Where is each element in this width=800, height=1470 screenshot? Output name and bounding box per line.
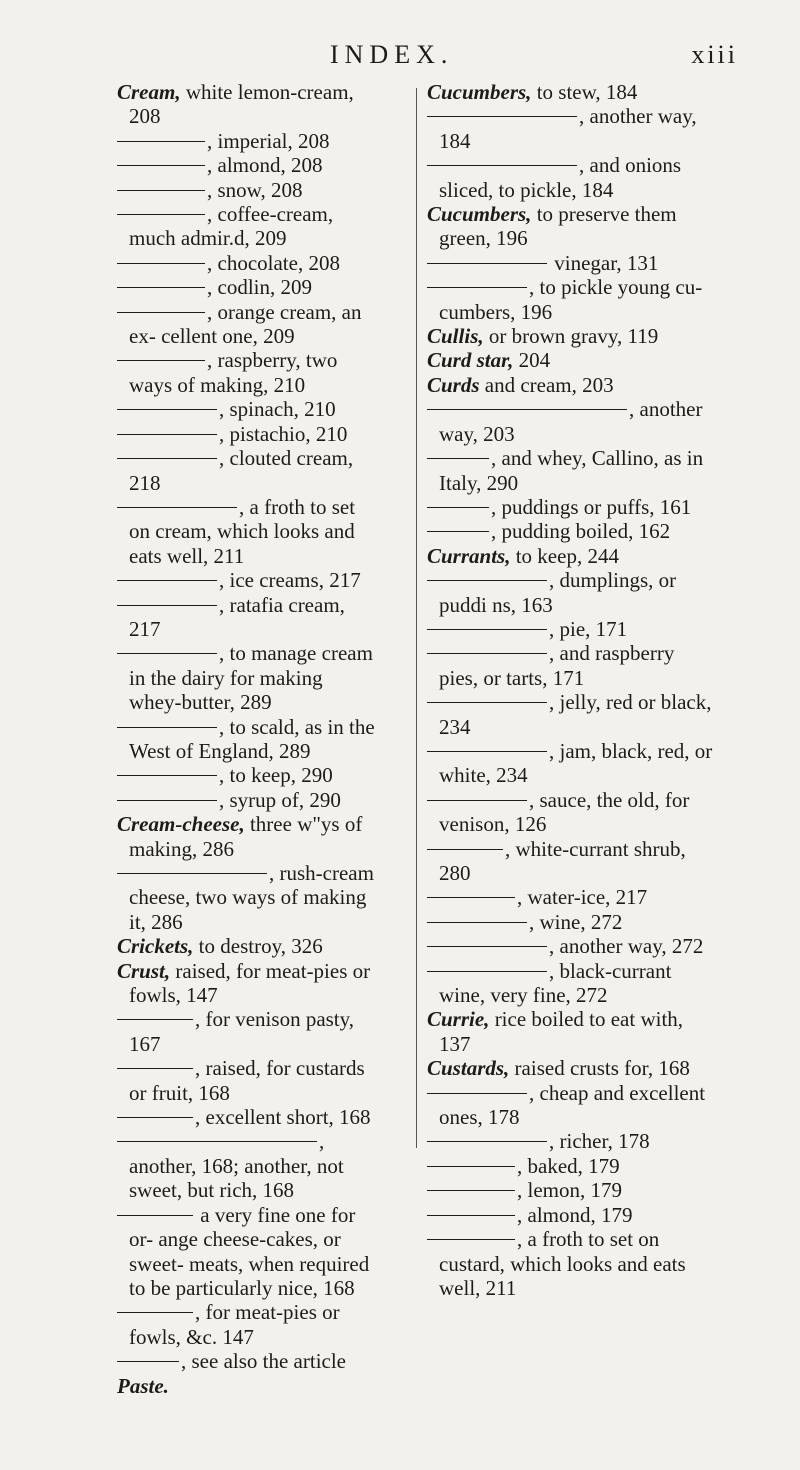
index-entry — [427, 959, 715, 1008]
ditto-dash — [427, 1190, 515, 1191]
ditto-dash — [117, 873, 267, 874]
ditto-dash — [117, 605, 217, 606]
entry-text: raised crusts for, 168 — [509, 1056, 690, 1081]
index-entry — [117, 959, 379, 1008]
entry-text: to keep, 244 — [510, 543, 619, 568]
ditto-dash — [427, 897, 515, 898]
index-entry — [117, 446, 379, 495]
entry-text: , excellent short, 168 — [195, 1105, 371, 1130]
entry-heading: Cucumbers, — [427, 80, 532, 104]
entry-text: , cheap and excellent ones, 178 — [439, 1080, 706, 1130]
entry-text: , another, 168; another, not sweet, but rich, 168 — [129, 1129, 344, 1203]
index-entry — [427, 324, 715, 348]
index-entry — [427, 568, 715, 617]
ditto-dash — [117, 165, 205, 166]
index-entry — [427, 1129, 715, 1153]
ditto-dash — [117, 653, 217, 654]
entry-text: , chocolate, 208 — [207, 250, 340, 275]
entry-text: , syrup of, 290 — [219, 787, 341, 812]
index-entry — [117, 763, 379, 787]
index-entry — [427, 446, 715, 495]
entry-heading: Cream-cheese, — [117, 812, 245, 837]
index-entry — [117, 153, 379, 177]
index-entry — [117, 1203, 379, 1301]
ditto-dash — [427, 922, 527, 923]
index-entry — [427, 275, 715, 324]
ditto-dash — [117, 1117, 193, 1118]
index-entry — [117, 348, 379, 397]
index-entry — [427, 1203, 715, 1227]
index-entry — [427, 690, 715, 739]
ditto-dash — [427, 629, 547, 630]
index-entry — [427, 1227, 715, 1300]
ditto-dash — [117, 1019, 193, 1020]
index-column-left — [117, 80, 379, 1398]
ditto-dash — [427, 531, 489, 532]
index-entry — [117, 300, 379, 349]
ditto-dash — [117, 1068, 193, 1069]
entry-text: , ice creams, 217 — [219, 568, 361, 593]
entry-text: , jam, black, red, or white, 234 — [439, 738, 713, 788]
ditto-dash — [427, 1093, 527, 1094]
entry-text: to stew, 184 — [531, 80, 638, 104]
entry-text: , baked, 179 — [517, 1153, 620, 1178]
index-entry — [117, 422, 379, 446]
entry-text: , another way, 203 — [439, 397, 703, 446]
entry-text: , to scald, as in the West of England, 289 — [129, 714, 375, 763]
entry-text: , black-currant wine, very fine, 272 — [439, 958, 672, 1008]
ditto-dash — [117, 507, 237, 508]
index-entry — [117, 788, 379, 812]
ditto-dash — [427, 263, 547, 264]
page-number: xiii — [691, 40, 738, 69]
entry-text: , water-ice, 217 — [517, 885, 648, 910]
index-entry — [117, 275, 379, 299]
entry-text: 204 — [513, 348, 551, 373]
ditto-dash — [117, 434, 217, 435]
entry-text: or brown gravy, 119 — [483, 324, 659, 349]
ditto-dash — [427, 1166, 515, 1167]
entry-text: , snow, 208 — [207, 177, 303, 202]
entry-text: , almond, 179 — [517, 1202, 633, 1227]
see-also-reference: Paste. — [117, 1373, 169, 1398]
ditto-dash — [117, 214, 205, 215]
index-entry — [117, 1056, 379, 1105]
index-entry — [427, 1081, 715, 1130]
index-entry — [117, 593, 379, 642]
running-head: INDEX. — [330, 40, 454, 69]
ditto-dash — [117, 312, 205, 313]
index-entry — [117, 251, 379, 275]
ditto-dash — [117, 775, 217, 776]
ditto-dash — [427, 507, 489, 508]
entry-text: raised, for meat-pies or fowls, 147 — [129, 958, 371, 1008]
index-entry — [117, 1007, 379, 1056]
ditto-dash — [117, 263, 205, 264]
index-column-right — [427, 80, 715, 1300]
ditto-dash — [427, 946, 547, 947]
index-entry — [117, 641, 379, 714]
ditto-dash — [117, 1215, 193, 1216]
index-entry — [427, 348, 715, 372]
entry-text: three w"ys of making, 286 — [129, 812, 363, 861]
index-entry — [427, 495, 715, 519]
ditto-dash — [427, 1239, 515, 1240]
entry-text: , rush-cream cheese, two ways of making it, 286 — [129, 861, 374, 934]
entry-text: , ratafia cream, 217 — [129, 592, 345, 641]
ditto-dash — [427, 653, 547, 654]
ditto-dash — [117, 409, 217, 410]
index-entry — [427, 373, 715, 397]
entry-text: , jelly, red or black, 234 — [439, 690, 712, 739]
ditto-dash — [427, 751, 547, 752]
entry-text: , and raspberry pies, or tarts, 171 — [439, 641, 675, 690]
index-entry — [427, 1056, 715, 1080]
entry-text: , pudding boiled, 162 — [491, 519, 671, 544]
entry-text: , and onions sliced, to pickle, 184 — [439, 153, 682, 202]
entry-text: , for meat-pies or fowls, &c. 147 — [129, 1300, 340, 1349]
index-entry — [117, 202, 379, 251]
index-entry — [117, 1129, 379, 1202]
index-entry — [427, 739, 715, 788]
column-divider — [416, 88, 417, 1148]
entry-heading: Crust, — [117, 958, 171, 983]
entry-text: , to pickle young cu- cumbers, 196 — [439, 275, 703, 324]
ditto-dash — [427, 971, 547, 972]
ditto-dash — [427, 409, 627, 410]
ditto-dash — [427, 849, 503, 850]
entry-heading: Curds — [427, 372, 480, 397]
entry-text: , clouted cream, 218 — [129, 446, 354, 495]
index-entry — [427, 104, 715, 153]
ditto-dash — [117, 287, 205, 288]
index-entry — [427, 251, 715, 275]
entry-text: , puddings or puffs, 161 — [491, 494, 692, 519]
entry-text: , pie, 171 — [549, 616, 628, 641]
index-entry — [117, 397, 379, 421]
ditto-dash — [117, 1141, 317, 1142]
ditto-dash — [427, 287, 527, 288]
index-entry — [427, 934, 715, 958]
index-entry — [117, 495, 379, 568]
entry-heading: Currie, — [427, 1007, 490, 1032]
index-entry — [427, 617, 715, 641]
entry-text: , richer, 178 — [549, 1129, 650, 1154]
ditto-dash — [117, 141, 205, 142]
entry-text: a very fine one for or- ange cheese-cakes, or sweet- meats, when required to be particularly nice, 168 — [129, 1202, 370, 1300]
index-entry — [117, 934, 379, 958]
entry-text: , raised, for custards or fruit, 168 — [129, 1056, 365, 1105]
entry-text: , codlin, 209 — [207, 275, 312, 300]
ditto-dash — [117, 458, 217, 459]
index-entry — [427, 788, 715, 837]
entry-text: , lemon, 179 — [517, 1178, 622, 1203]
index-entry — [117, 178, 379, 202]
entry-text: , to keep, 290 — [219, 763, 333, 788]
entry-text: , imperial, 208 — [207, 128, 330, 153]
ditto-dash — [427, 800, 527, 801]
entry-heading: Curd star, — [427, 348, 514, 373]
ditto-dash — [117, 580, 217, 581]
ditto-dash — [427, 116, 577, 117]
entry-text: rice boiled to eat with, 137 — [439, 1007, 684, 1056]
index-entry — [427, 1007, 715, 1056]
index-entry — [117, 812, 379, 861]
index-entry — [117, 568, 379, 592]
index-entry — [427, 885, 715, 909]
entry-text: , a froth to set on cream, which looks and eats well, 211 — [129, 494, 356, 568]
index-entry — [427, 80, 715, 104]
entry-heading: Cream, — [117, 80, 181, 104]
index-entry — [427, 397, 715, 446]
ditto-dash — [117, 1312, 193, 1313]
entry-text: vinegar, 131 — [549, 250, 659, 275]
entry-text: , spinach, 210 — [219, 397, 336, 422]
ditto-dash — [117, 800, 217, 801]
entry-text: white lemon-cream, 208 — [129, 80, 354, 129]
ditto-dash — [427, 1215, 515, 1216]
entry-text: to destroy, 326 — [193, 934, 323, 959]
index-entry — [427, 837, 715, 886]
entry-text: , to manage cream in the dairy for making whey-butter, 289 — [129, 641, 373, 715]
entry-text: to preserve them green, 196 — [439, 202, 677, 251]
index-entry — [117, 861, 379, 934]
index-entry — [117, 80, 379, 129]
entry-text: , see also the article — [181, 1349, 347, 1374]
entry-text: and cream, 203 — [479, 372, 614, 397]
entry-text: , dumplings, or puddi ns, 163 — [439, 568, 677, 617]
entry-text: , white-currant shrub, 280 — [439, 836, 686, 885]
entry-heading: Custards, — [427, 1056, 510, 1081]
entry-text: , raspberry, two ways of making, 210 — [129, 348, 338, 397]
index-entry — [427, 1178, 715, 1202]
ditto-dash — [427, 165, 577, 166]
entry-heading: Crickets, — [117, 934, 194, 959]
entry-text: , another way, 184 — [439, 104, 697, 153]
index-entry — [427, 1154, 715, 1178]
ditto-dash — [427, 458, 489, 459]
ditto-dash — [427, 1141, 547, 1142]
entry-text: , a froth to set on custard, which looks and eats well, 211 — [439, 1227, 686, 1300]
ditto-dash — [117, 360, 205, 361]
index-entry — [427, 544, 715, 568]
entry-heading: Currants, — [427, 543, 511, 568]
index-entry — [117, 1105, 379, 1129]
index-entry — [427, 153, 715, 202]
index-entry — [117, 1349, 379, 1373]
page-header — [0, 40, 800, 80]
index-entry — [117, 1300, 379, 1349]
entry-text: , pistachio, 210 — [219, 421, 348, 446]
entry-heading: Cucumbers, — [427, 202, 532, 227]
entry-text: , and whey, Callino, as in Italy, 290 — [439, 446, 704, 495]
index-entry — [117, 129, 379, 153]
ditto-dash — [117, 190, 205, 191]
index-entry — [117, 715, 379, 764]
entry-text: , sauce, the old, for venison, 126 — [439, 787, 690, 837]
entry-text: , wine, 272 — [529, 909, 623, 934]
ditto-dash — [427, 702, 547, 703]
entry-text: , another way, 272 — [549, 934, 704, 959]
entry-text: , for venison pasty, 167 — [129, 1007, 355, 1056]
ditto-dash — [427, 580, 547, 581]
index-entry — [427, 202, 715, 251]
ditto-dash — [117, 727, 217, 728]
ditto-dash — [117, 1361, 179, 1362]
entry-text: , orange cream, an ex- cellent one, 209 — [129, 299, 362, 349]
entry-text: , coffee-cream, much admir.d, 209 — [129, 202, 334, 251]
index-entry — [427, 641, 715, 690]
index-entry — [427, 910, 715, 934]
index-entry — [427, 519, 715, 543]
entry-text: , almond, 208 — [207, 153, 323, 178]
entry-heading: Cullis, — [427, 324, 484, 349]
